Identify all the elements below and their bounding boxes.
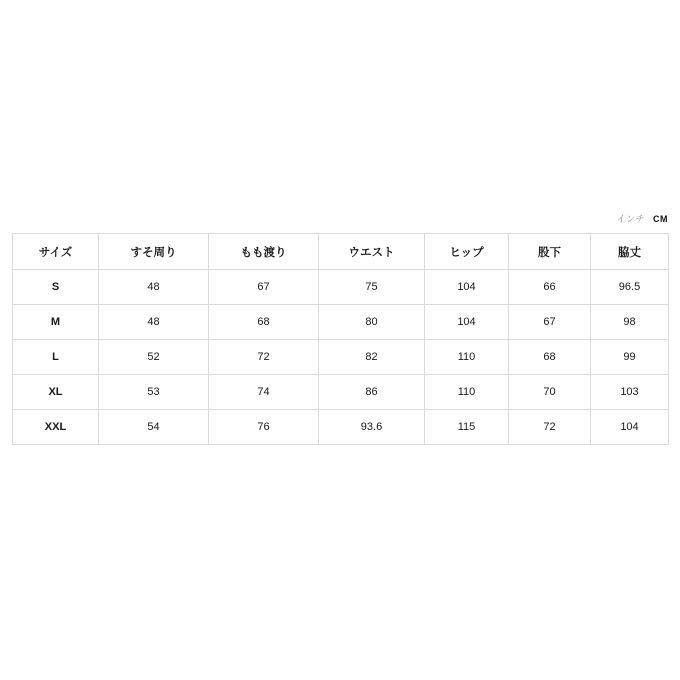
- size-table: [12, 233, 669, 445]
- size-table-container: [12, 233, 668, 445]
- cell-inseam: 67: [509, 305, 591, 340]
- column-header-outseam: 脇丈: [591, 234, 669, 270]
- cell-outseam: 104: [591, 410, 669, 445]
- cell-inseam: 72: [509, 410, 591, 445]
- cell-hem: 48: [99, 270, 209, 305]
- cell-inseam: 66: [509, 270, 591, 305]
- column-header-waist: ウエスト: [319, 234, 425, 270]
- cell-waist: 82: [319, 340, 425, 375]
- table-row: [13, 375, 669, 410]
- cell-hem: 52: [99, 340, 209, 375]
- cell-waist: 75: [319, 270, 425, 305]
- cell-thigh: 68: [209, 305, 319, 340]
- cell-hip: 104: [425, 270, 509, 305]
- cell-inseam: 70: [509, 375, 591, 410]
- cell-hem: 54: [99, 410, 209, 445]
- column-header-hip: ヒップ: [425, 234, 509, 270]
- table-row: [13, 410, 669, 445]
- cell-size: XL: [13, 375, 99, 410]
- cell-thigh: 74: [209, 375, 319, 410]
- unit-option-inch[interactable]: インチ: [616, 214, 645, 224]
- cell-hip: 115: [425, 410, 509, 445]
- cell-hem: 48: [99, 305, 209, 340]
- cell-waist: 86: [319, 375, 425, 410]
- cell-inseam: 68: [509, 340, 591, 375]
- cell-waist: 80: [319, 305, 425, 340]
- table-row: [13, 270, 669, 305]
- table-row: [13, 340, 669, 375]
- cell-outseam: 96.5: [591, 270, 669, 305]
- cell-size: XXL: [13, 410, 99, 445]
- cell-waist: 93.6: [319, 410, 425, 445]
- unit-toggle[interactable]: [616, 215, 668, 224]
- cell-hem: 53: [99, 375, 209, 410]
- cell-outseam: 98: [591, 305, 669, 340]
- cell-thigh: 67: [209, 270, 319, 305]
- column-header-inseam: 股下: [509, 234, 591, 270]
- cell-hip: 110: [425, 375, 509, 410]
- cell-size: S: [13, 270, 99, 305]
- cell-thigh: 72: [209, 340, 319, 375]
- column-header-hem: すそ周り: [99, 234, 209, 270]
- column-header-thigh: もも渡り: [209, 234, 319, 270]
- cell-size: M: [13, 305, 99, 340]
- table-row: [13, 305, 669, 340]
- cell-outseam: 103: [591, 375, 669, 410]
- cell-thigh: 76: [209, 410, 319, 445]
- unit-option-cm[interactable]: CM: [653, 214, 668, 224]
- cell-outseam: 99: [591, 340, 669, 375]
- cell-hip: 110: [425, 340, 509, 375]
- column-header-size: サイズ: [13, 234, 99, 270]
- cell-hip: 104: [425, 305, 509, 340]
- cell-size: L: [13, 340, 99, 375]
- table-header-row: [13, 234, 669, 270]
